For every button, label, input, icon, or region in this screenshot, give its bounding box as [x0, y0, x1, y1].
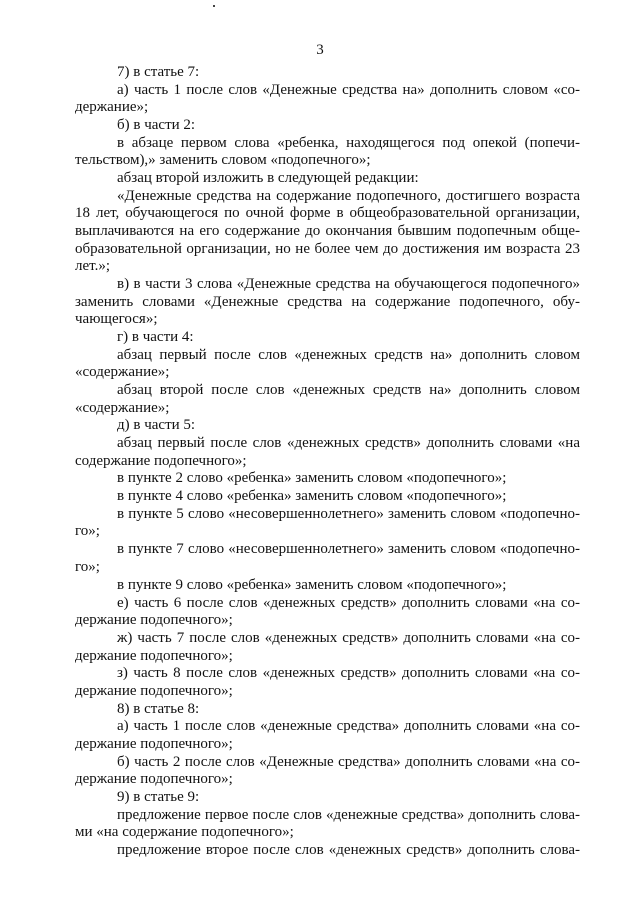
- text-line: держание подопечного»;: [75, 683, 233, 699]
- text-line: б) в части 2:: [117, 117, 196, 133]
- text-line: держание подопечного»;: [75, 771, 233, 787]
- text-line: в пункте 5 слово «несовершеннолетнего» заменить словом «подопечно-: [117, 506, 580, 522]
- text-line: абзац первый после слов «денежных средств» дополнить словами «на: [117, 435, 580, 451]
- text-line: го»;: [75, 559, 100, 575]
- text-line: 9) в статье 9:: [117, 789, 200, 805]
- text-line: абзац второй после слов «денежных средств на» дополнить словом: [117, 382, 580, 398]
- text-line: «Денежные средства на содержание подопечного, достигшего возраста: [117, 188, 580, 204]
- text-line: «содержание»;: [75, 364, 170, 380]
- text-line: держание»;: [75, 99, 149, 115]
- text-line: образовательной организации, но не более чем до достижения им возраста 23: [75, 241, 580, 257]
- page-number: 3: [316, 42, 324, 58]
- text-line: а) часть 1 после слов «Денежные средства на» дополнить словом «со-: [117, 82, 580, 98]
- text-line: ж) часть 7 после слов «денежных средств» дополнить словами «на со-: [117, 630, 580, 646]
- text-line: держание подопечного»;: [75, 736, 233, 752]
- text-line: а) часть 1 после слов «денежные средства» дополнить словами «на со-: [117, 718, 580, 734]
- text-line: г) в части 4:: [117, 329, 194, 345]
- text-line: 7) в статье 7:: [117, 64, 200, 80]
- text-line: в пункте 2 слово «ребенка» заменить словом «подопечного»;: [117, 470, 507, 486]
- text-line: з) часть 8 после слов «денежных средств» дополнить словами «на со-: [117, 665, 580, 681]
- text-line: чающегося»;: [75, 311, 158, 327]
- text-line: в абзаце первом слова «ребенка, находящегося под опекой (попечи-: [117, 135, 580, 151]
- text-line: предложение второе после слов «денежных средств» дополнить слова-: [117, 842, 580, 858]
- text-line: лет.»;: [75, 258, 110, 274]
- text-line: 18 лет, обучающегося по очной форме в общеобразовательной организации,: [75, 205, 580, 221]
- text-line: е) часть 6 после слов «денежных средств» дополнить словами «на со-: [117, 595, 580, 611]
- text-line: в пункте 7 слово «несовершеннолетнего» заменить словом «подопечно-: [117, 541, 580, 557]
- text-line: в пункте 4 слово «ребенка» заменить словом «подопечного»;: [117, 488, 507, 504]
- text-line: абзац первый после слов «денежных средств на» дополнить словом: [117, 347, 580, 363]
- text-line: б) часть 2 после слов «Денежные средства» дополнить словами «на со-: [117, 754, 580, 770]
- text-line: в пункте 9 слово «ребенка» заменить словом «подопечного»;: [117, 577, 507, 593]
- scan-speck: [213, 5, 215, 7]
- text-line: 8) в статье 8:: [117, 701, 200, 717]
- text-line: содержание подопечного»;: [75, 453, 247, 469]
- text-line: выплачиваются на его содержание до окончания бывшим подопечным обще-: [75, 223, 580, 239]
- text-line: держание подопечного»;: [75, 612, 233, 628]
- text-line: ми «на содержание подопечного»;: [75, 824, 294, 840]
- text-line: предложение первое после слов «денежные средства» дополнить слова-: [117, 807, 580, 823]
- text-line: «содержание»;: [75, 400, 170, 416]
- text-line: абзац второй изложить в следующей редакции:: [117, 170, 419, 186]
- text-line: го»;: [75, 523, 100, 539]
- text-line: держание подопечного»;: [75, 648, 233, 664]
- text-line: тельством),» заменить словом «подопечного»;: [75, 152, 371, 168]
- text-line: д) в части 5:: [117, 417, 196, 433]
- text-line: в) в части 3 слова «Денежные средства на обучающегося подопечного»: [117, 276, 580, 292]
- text-line: заменить словами «Денежные средства на содержание подопечного, обу-: [75, 294, 580, 310]
